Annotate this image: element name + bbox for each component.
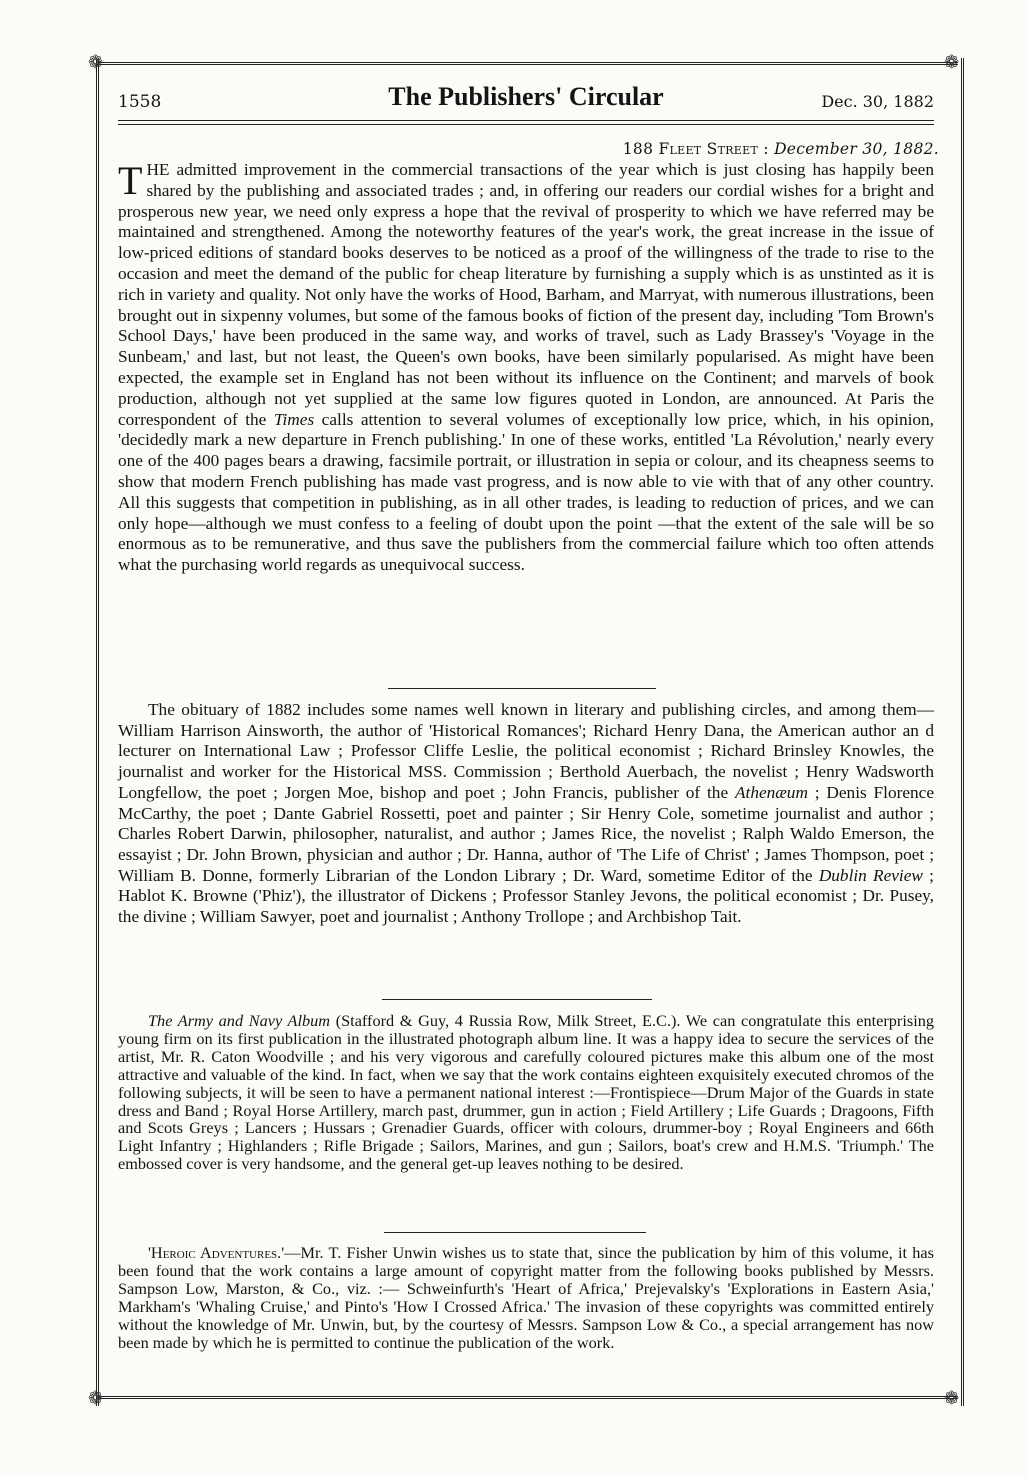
corner-ornament-icon: ❁ [88, 52, 104, 73]
corner-ornament-icon: ❁ [88, 1388, 104, 1409]
section-separator [384, 1232, 646, 1233]
notice-paragraph: 'Heroic Adventures.'—Mr. T. Fisher Unwin wishes us to state that, since the publication by him of this volume, it has been found that the work contains a large amount of copyright matter from the following books published by Messrs. Sampson Low, Marston, & Co., viz. :— Schweinfurth's 'Heart of Africa,' Prejevalsky's 'Explorations in Eastern Asia,' Markham's 'Whaling Cruise,' and Pinto's 'How I Crossed Africa.' The invasion of these copyrights was committed entirely without the knowledge of Mr. Unwin, but, by the courtesy of Messrs. Sampson Low & Co., a special arrangement has now been made by which he is permitted to continue the publication of the work. [118, 1243, 934, 1352]
editorial-paragraph: THE admitted improvement in the commercial transactions of the year which is just closing has happily been shared by the publishing and associated trades ; and, in offering our readers our cordial wishes for a bright and prosperous new year, we need only express a hope that the revival of prosperity to which we have referred may be maintained and strengthened. Among the noteworthy features of the year's work, the great increase in the issue of low-priced editions of standard books deserves to be noticed as a proof of the willingness of the trade to rise to the occasion and meet the demand of the public for cheap literature by furnishing a supply which is as unstinted as it is rich in variety and quality. Not only have the works of Hood, Barham, and Marryat, with numerous illustrations, been brought out in sixpenny volumes, but some of the famous books of fiction of the present day, including 'Tom Brown's School Days,' have been produced in the same way, and works of travel, such as Lady Brassey's 'Voyage in the Sunbeam,' and last, but not least, the Queen's own books, have been similarly popularised. As might have been expected, the example set in England has not been without its influence on the Continent; and marvels of book production, although not yet supplied at the same low figures quoted in London, are announced. At Paris the correspondent of the Times calls attention to several volumes of exceptionally low price, which, in his opinion, 'decidedly mark a new departure in French publishing.' In one of these works, entitled 'La Révolution,' nearly every one of the 400 pages bears a drawing, facsimile portrait, or illustration in sepia or colour, and its cheapness seems to show that modern French publishing has made vast progress, and is now able to vie with that of any other country. All this suggests that competition in publishing, as in all other trades, is leading to reduction of prices, and we can only hope—although we must confess to a feeling of doubt upon the point —that the extent of the sale will be so enormous as to be remunerative, and thus save the publishers from the commercial failure which too often attends what the purchasing world regards as unequivocal success. [118, 158, 935, 575]
header-rule [118, 120, 934, 121]
section-separator [388, 688, 656, 689]
obituary-paragraph: The obituary of 1882 includes some names well known in literary and publishing circles, and among them—William Harrison Ainsworth, the author of 'Historical Romances'; Richard Henry Dana, the American author an d lecturer on International Law ; Professor Cliffe Leslie, the political economist ; Richard Brinsley Knowles, the journalist and worker for the Historical MSS. Commission ; Berthold Auerbach, the novelist ; Henry Wadsworth Longfellow, the poet ; Jorgen Moe, bishop and poet ; John Francis, publisher of the Athenæum ; Denis Florence McCarthy, the poet ; Dante Gabriel Rossetti, poet and painter ; Sir Henry Cole, sometime journalist and author ; Charles Robert Darwin, philosopher, naturalist, and author ; James Rice, the novelist ; Ralph Waldo Emerson, the essayist ; Dr. John Brown, physician and author ; Dr. Hanna, author of 'The Life of Christ' ; James Thompson, poet ; William B. Donne, formerly Librarian of the London Library ; Dr. Ward, sometime Editor of the Dublin Review ; Hablot K. Browne ('Phiz'), the illustrator of Dickens ; Professor Stanley Jevons, the political economist ; Dr. Pusey, the divine ; William Sawyer, poet and journalist ; Anthony Trollope ; and Archbishop Tait. [118, 700, 935, 927]
issue-date: Dec. 30, 1882 [821, 92, 934, 111]
album-title: The Army and Navy Album [148, 1011, 331, 1030]
notice-lead: 'Heroic Adventures.' [148, 1243, 285, 1262]
header-rule [118, 124, 934, 125]
section-separator [382, 999, 652, 1000]
top-border-rule [96, 62, 958, 65]
corner-ornament-icon: ❁ [944, 1388, 960, 1409]
dateline [623, 140, 939, 158]
page-number: 1558 [118, 92, 162, 112]
journal-title: The Publishers' Circular [388, 82, 664, 111]
dateline-place: 188 Fleet Street : [622, 140, 769, 158]
drop-cap: T [118, 158, 143, 203]
dateline-date: December 30, 1882. [774, 140, 939, 158]
bottom-border-rule [96, 1396, 958, 1399]
corner-ornament-icon: ❁ [944, 52, 960, 73]
album-review-paragraph: The Army and Navy Album (Stafford & Guy, 4 Russia Row, Milk Street, E.C.). We can congratulate this enterprising young firm on its first publication in the illustrated photograph album line. It was a happy idea to secure the services of the artist, Mr. R. Caton Woodville ; and his very vigorous and carefully coloured pictures make this album one of the most attractive and valuable of the kind. In fact, when we say that the work contains eighteen exquisitely executed chromos of the following subjects, it will be seen to have a permanent national interest :—Frontispiece—Drum Major of the Guards in state dress and Band ; Royal Horse Artillery, march past, drummer, gun in action ; Field Artillery ; Life Guards ; Dragoons, Fifth and Scots Greys ; Lancers ; Hussars ; Grenadier Guards, officer with colours, drummer-boy ; Royal Engineers and 66th Light Infantry ; Highlanders ; Rifle Brigade ; Sailors, Marines, and gun ; Sailors, boat's crew and H.M.S. 'Triumph.' The embossed cover is very handsome, and the general get-up leaves nothing to be desired. [118, 1011, 934, 1174]
page-header [118, 82, 934, 118]
